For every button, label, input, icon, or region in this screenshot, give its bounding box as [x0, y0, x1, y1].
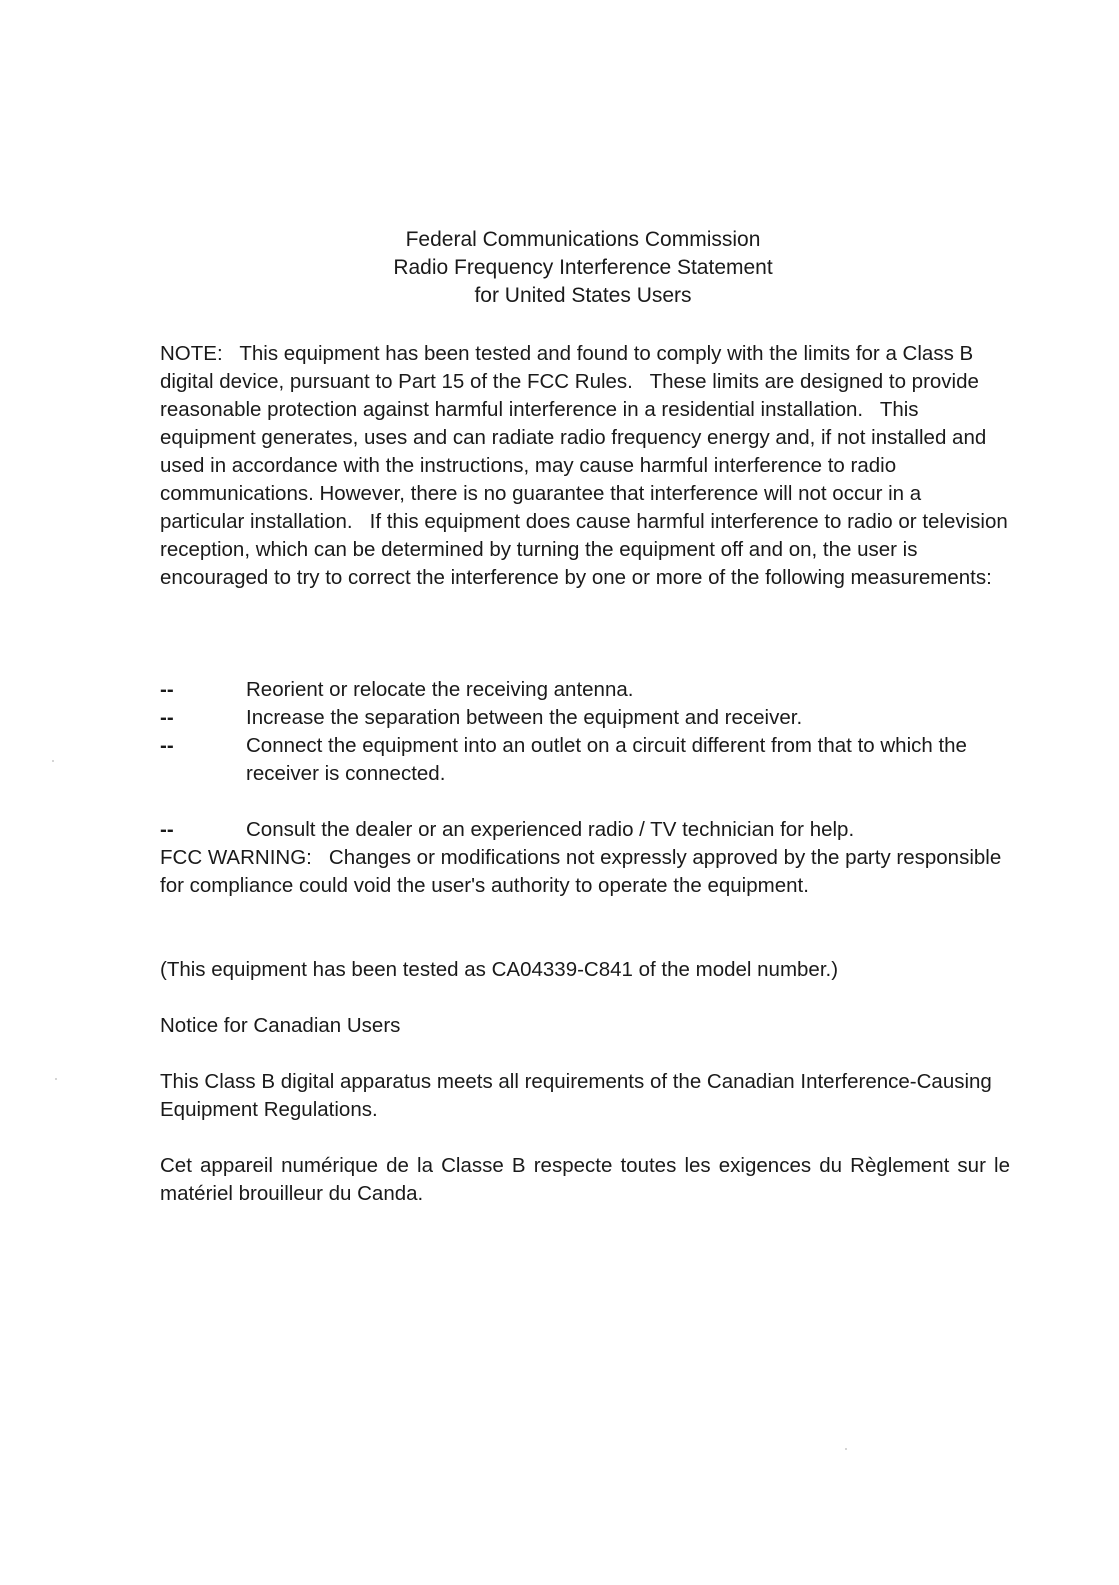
list-item-text: Connect the equipment into an outlet on a circuit different from that to which the receiver is connected. — [246, 734, 967, 785]
list-dash: -- — [160, 678, 174, 701]
equipment-test-note: (This equipment has been tested as CA04339-C841 of the model number.) — [160, 958, 839, 981]
canada-french-paragraph: Cet appareil numérique de la Classe B respecte toutes les exigences du Règlement sur le matériel brouilleur du Canda. — [160, 1154, 1010, 1205]
document-title — [0, 226, 1119, 310]
fcc-warning-paragraph: FCC WARNING: Changes or modifications not expressly approved by the party responsible for compliance could void the user's authority to operate the equipment. — [160, 846, 1007, 897]
list-item-text: Increase the separation between the equipment and receiver. — [246, 706, 803, 729]
list-item — [160, 732, 1010, 788]
scan-speck — [55, 1078, 57, 1080]
canada-english-paragraph: This Class B digital apparatus meets all requirements of the Canadian Interference-Causing Equipment Regulations. — [160, 1070, 992, 1121]
list-item — [160, 676, 1010, 704]
list-item-text: Reorient or relocate the receiving antenna. — [246, 678, 634, 701]
canada-notice-title: Notice for Canadian Users — [160, 1014, 401, 1037]
fcc-note-paragraph: NOTE: This equipment has been tested and found to comply with the limits for a Class B digital device, pursuant to Part 15 of the FCC Rules. These limits are designed to provide reasonable protection against harmful interference in a residential installation. This equipment generates, uses and can radiate radio frequency energy and, if not installed and used in accordance with the instructions, may cause harmful interference to radio communications. However, there is no guarantee that interference will not occur in a particular installation. If this equipment does cause harmful interference to radio or television reception, which can be determined by turning the equipment off and on, the user is encouraged to try to correct the interference by one or more of the following measurements: — [160, 342, 1014, 589]
scan-speck — [52, 760, 54, 762]
scan-speck — [845, 1448, 847, 1450]
list-dash: -- — [160, 818, 174, 841]
title-line-3: for United States Users — [474, 284, 692, 307]
consult-and-warning — [160, 816, 1010, 900]
title-line-2: Radio Frequency Interference Statement — [393, 256, 773, 279]
list-dash: -- — [160, 734, 174, 757]
list-item — [160, 704, 1010, 732]
consult-line — [160, 816, 1010, 844]
title-line-1: Federal Communications Commission — [405, 228, 761, 251]
consult-text: Consult the dealer or an experienced radio / TV technician for help. — [246, 818, 855, 841]
list-dash: -- — [160, 706, 174, 729]
corrective-measures-list — [160, 676, 1010, 788]
